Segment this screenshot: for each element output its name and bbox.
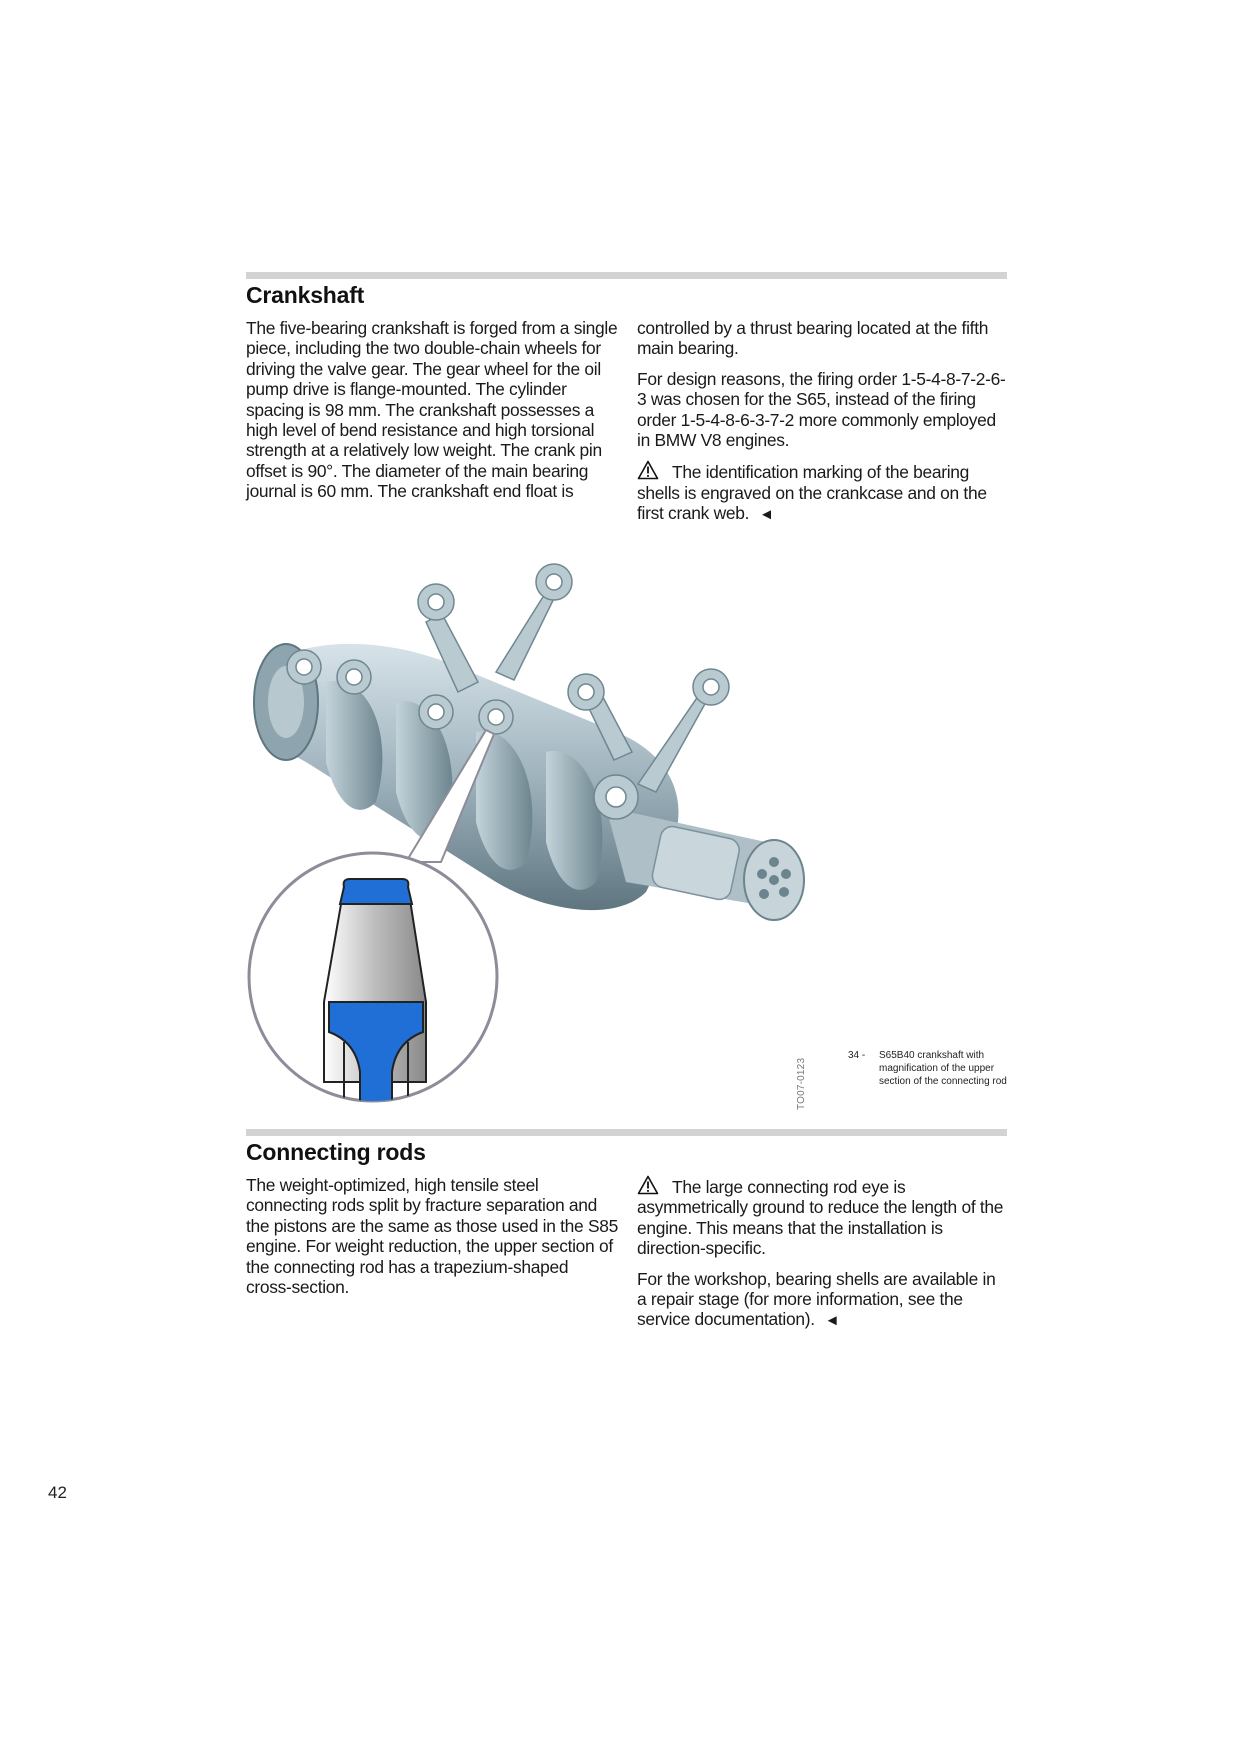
figure-id: TO07-0123 [796, 1057, 807, 1110]
section-rule-crankshaft [246, 272, 1007, 279]
end-of-section-marker: ◄ [759, 506, 774, 524]
crankshaft-paragraph-1: The five-bearing crankshaft is forged from a single piece, including the two double-chain wheels for driving the valve gear. The gear wheel for the oil pump drive is flange-mounted. The cylinder spacing is 98 mm. The crankshaft possesses a high level of bend resistance and high torsional strength at a relatively low weight. The crank pin offset is 90°. The diameter of the main bearing journal is 60 mm. The crankshaft end float is [246, 318, 618, 502]
connecting-rods-workshop-text: For the workshop, bearing shells are available in a repair stage (for more information, see the service documentation). [637, 1268, 996, 1330]
connecting-rods-column-1 [246, 1175, 618, 1307]
crankshaft-paragraph-2: controlled by a thrust bearing located at the fifth main bearing. [637, 318, 989, 359]
connecting-rods-paragraph-2 [637, 1269, 1009, 1332]
crankshaft-illustration [246, 562, 866, 1107]
section-heading-connecting-rods: Connecting rods [246, 1139, 426, 1165]
section-rule-connecting-rods [246, 1129, 1007, 1136]
connecting-rods-column-2 [637, 1175, 1009, 1342]
page-number: 42 [48, 1483, 67, 1502]
crankshaft-warning-note [637, 460, 1009, 525]
crankshaft-paragraph-firing-order: For design reasons, the firing order 1-5-4-8-7-2-6-3 was chosen for the S65, instead of the firing order 1-5-4-8-6-3-7-2 more commonly employed in BMW V8 engines. [637, 368, 1006, 451]
crankshaft-column-2 [637, 318, 1009, 536]
crankshaft-warning-text: The identification marking of the bearing shells is engraved on the crankcase and on the first crank web. [637, 462, 987, 524]
end-of-section-marker: ◄ [824, 1312, 840, 1330]
crankshaft-drawing [246, 562, 866, 1107]
section-heading-crankshaft: Crankshaft [246, 282, 365, 308]
warning-triangle-icon [637, 1175, 659, 1195]
figure-caption-number: 34 - [848, 1050, 866, 1061]
connecting-rod-cross-section [324, 879, 426, 1107]
warning-triangle-icon [637, 460, 659, 480]
crankshaft-column-1 [246, 318, 618, 512]
connecting-rods-paragraph-1: The weight-optimized, high tensile steel connecting rods split by fracture separation and the pistons are the same as those used in the S85 engine. For weight reduction, the upper section of the connecting rod has a trapezium-shaped cross-section. [246, 1175, 619, 1298]
connecting-rods-warning-note [637, 1175, 1009, 1259]
connecting-rods-warning-text: The large connecting rod eye is asymmetrically ground to reduce the length of the engine. This means that the installation is direction-specific. [637, 1177, 1004, 1259]
figure-caption-text: S65B40 crankshaft with magnification of the upper section of the connecting rod [879, 1050, 1007, 1087]
